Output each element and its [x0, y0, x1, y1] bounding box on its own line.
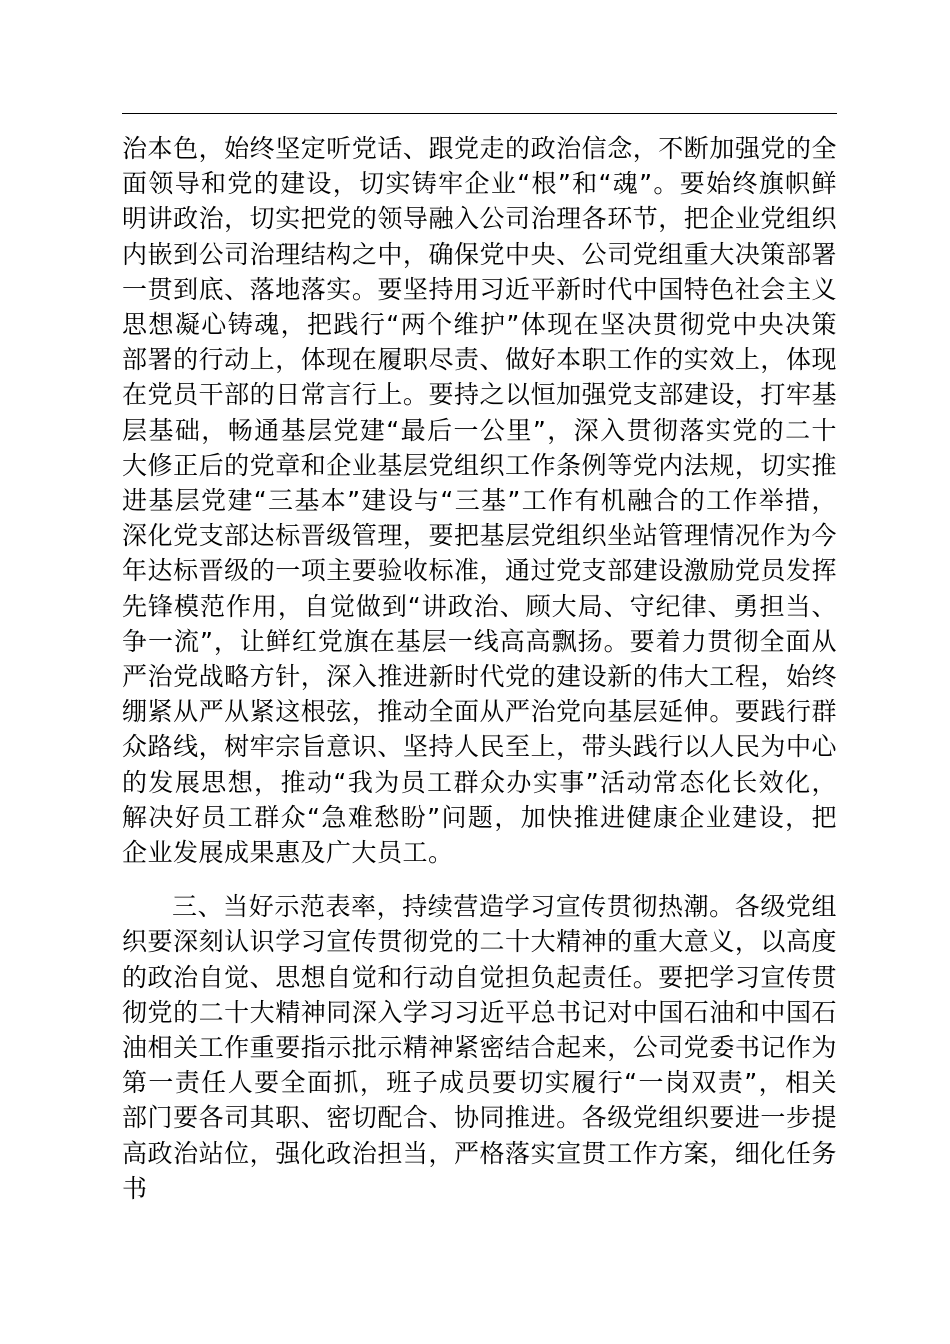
paragraph-section-three: 三、当好示范表率，持续营造学习宣传贯彻热潮。各级党组织要深刻认识学习宣传贯彻党的二十大精神的重大意义，以高度的政治自觉、思想自觉和行动自觉担负起责任。要把学习宣传贯彻党的二十大精神同深入学习习近平总书记对中国石油和中国石油相关工作重要指示批示精神紧密结合起来，公司党委书记作为第一责任人要全面抓，班子成员要切实履行“一岗双责”，相关部门要各司其职、密切配合、协同推进。各级党组织要进一步提高政治站位，强化政治担当，严格落实宣贯工作方案，细化任务书	[122, 892, 837, 1203]
document-body	[122, 131, 837, 1206]
header-rule	[122, 113, 837, 114]
paragraph-continued: 治本色，始终坚定听党话、跟党走的政治信念，不断加强党的全面领导和党的建设，切实铸牢企业“根”和“魂”。要始终旗帜鲜明讲政治，切实把党的领导融入公司治理各环节，把企业党组织内嵌到公司治理结构之中，确保党中央、公司党组重大决策部署一贯到底、落地落实。要坚持用习近平新时代中国特色社会主义思想凝心铸魂，把践行“两个维护”体现在坚决贯彻党中央决策部署的行动上，体现在履职尽责、做好本职工作的实效上，体现在党员干部的日常言行上。要持之以恒加强党支部建设，打牢基层基础，畅通基层党建“最后一公里”，深入贯彻落实党的二十大修正后的党章和企业基层党组织工作条例等党内法规，切实推进基层党建“三基本”建设与“三基”工作有机融合的工作举措，深化党支部达标晋级管理，要把基层党组织坐站管理情况作为今年达标晋级的一项主要验收标准，通过党支部建设激励党员发挥先锋模范作用，自觉做到“讲政治、顾大局、守纪律、勇担当、争一流”，让鲜红党旗在基层一线高高飘扬。要着力贯彻全面从严治党战略方针，深入推进新时代党的建设新的伟大工程，始终绷紧从严从紧这根弦，推动全面从严治党向基层延伸。要践行群众路线，树牢宗旨意识、坚持人民至上，带头践行以人民为中心的发展思想，推动“我为员工群众办实事”活动常态化长效化，解决好员工群众“急难愁盼”问题，加快推进健康企业建设，把企业发展成果惠及广大员工。	[122, 134, 837, 868]
